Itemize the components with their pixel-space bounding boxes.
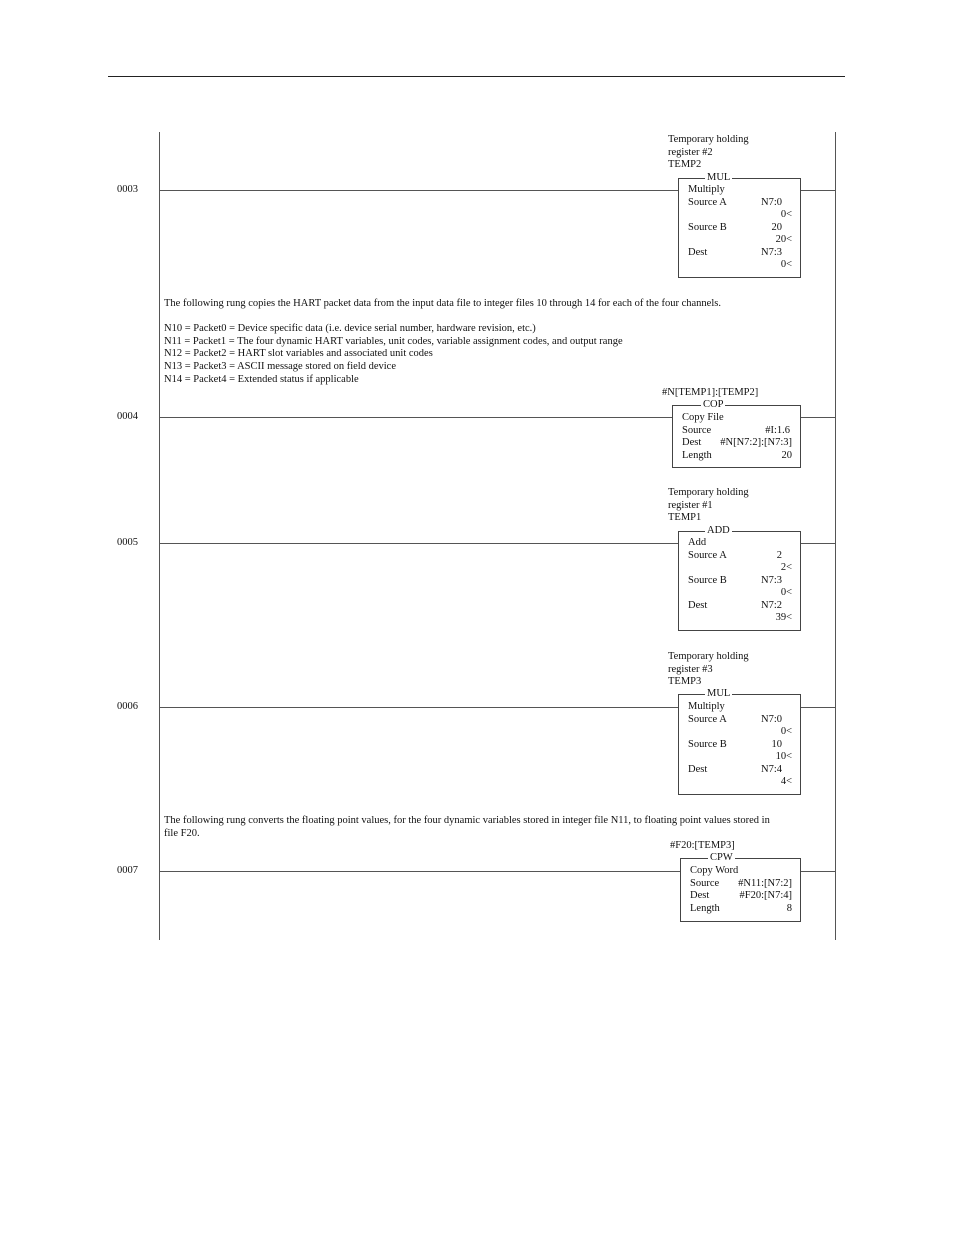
operand-label: Length: [690, 903, 720, 914]
rung-number-0003: 0003: [117, 184, 138, 195]
rung-0004-comment-line-1: The following rung copies the HART packet data from the input data file to integer files 10 through 14 for each of the four channels.: [164, 298, 721, 309]
rung-wire-0003-right: [800, 190, 835, 191]
operand-value: N7:3: [761, 575, 782, 586]
rung-wire-0005-right: [800, 543, 835, 544]
instruction-name: Multiply: [688, 701, 725, 712]
rung-wire-0003-left: [159, 190, 678, 191]
operand-live-value: 10<: [775, 751, 792, 762]
right-power-rail: [835, 132, 836, 940]
operand-live-value: 0<: [780, 259, 792, 270]
rung-0004-header-line-1: #N[TEMP1]:[TEMP2]: [662, 387, 759, 398]
operand-label: Source B: [688, 222, 727, 233]
operand-label: Length: [682, 450, 712, 461]
operand-live-value: 0<: [780, 726, 792, 737]
rung-number-0004: 0004: [117, 411, 138, 422]
operand-value: #F20:[N7:4]: [739, 890, 792, 901]
operand-value: N7:3: [761, 247, 782, 258]
rung-number-0005: 0005: [117, 537, 138, 548]
operand-label: Source: [690, 878, 720, 889]
operand-live-value: 20<: [775, 234, 792, 245]
operand-live-value: 0<: [780, 209, 792, 220]
operand-label: Source A: [688, 714, 727, 725]
instruction-mnemonic: CPW: [710, 852, 733, 863]
operand-live-value: 2<: [780, 562, 792, 573]
operand-value: N7:4: [761, 764, 782, 775]
instruction-name: Copy File: [682, 412, 724, 423]
rung-0004-comment-line-3: N10 = Packet0 = Device specific data (i.e. device serial number, hardware revision, etc.): [164, 323, 536, 334]
rung-wire-0004-left: [159, 417, 672, 418]
operand-live-value: 4<: [780, 776, 792, 787]
operand-label: Source B: [688, 575, 727, 586]
cop-instruction-block-0004[interactable]: [672, 399, 801, 468]
add-instruction-block-0005[interactable]: [678, 525, 801, 631]
operand-value: N7:0: [761, 197, 782, 208]
rung-0003-header-line-2: register #2: [668, 147, 713, 158]
operand-label: Source A: [688, 197, 727, 208]
rung-0006-header-line-3: TEMP3: [668, 676, 702, 687]
rung-0007-comment-line-2: file F20.: [164, 828, 200, 839]
operand-label: Dest: [688, 600, 708, 611]
rung-wire-0007-left: [159, 871, 680, 872]
operand-value: 10: [771, 739, 782, 750]
cpw-instruction-block-0007[interactable]: [680, 852, 801, 922]
instruction-mnemonic: MUL: [707, 688, 731, 699]
operand-value: N7:0: [761, 714, 782, 725]
rung-wire-0007-right: [800, 871, 835, 872]
mul-instruction-block-0003[interactable]: [678, 172, 801, 278]
instruction-mnemonic: MUL: [707, 172, 731, 183]
operand-live-value: 0<: [780, 587, 792, 598]
rung-0005-header-line-2: register #1: [668, 500, 713, 511]
instruction-name: Copy Word: [690, 865, 739, 876]
rung-0007-comment-line-1: The following rung converts the floating point values, for the four dynamic variables stored in integer file N11, to floating point values stored in: [164, 815, 770, 826]
instruction-name: Add: [688, 537, 707, 548]
operand-value: 20: [771, 222, 782, 233]
left-power-rail: [159, 132, 160, 940]
operand-label: Dest: [690, 890, 710, 901]
operand-label: Dest: [682, 437, 702, 448]
rung-0005-header-line-3: TEMP1: [668, 512, 702, 523]
operand-label: Source A: [688, 550, 727, 561]
operand-value: #N[N7:2]:[N7:3]: [720, 437, 792, 448]
operand-value: 8: [786, 903, 792, 914]
instruction-name: Multiply: [688, 184, 725, 195]
rung-number-0006: 0006: [117, 701, 138, 712]
operand-value: N7:2: [761, 600, 782, 611]
instruction-mnemonic: ADD: [707, 525, 730, 536]
rung-0004-comment-line-4: N11 = Packet1 = The four dynamic HART variables, unit codes, variable assignment codes, and output range: [164, 336, 623, 347]
operand-label: Source B: [688, 739, 727, 750]
operand-value: 2: [776, 550, 782, 561]
rung-0004-comment-line-6: N13 = Packet3 = ASCII message stored on field device: [164, 361, 396, 372]
rung-0004-comment-line-5: N12 = Packet2 = HART slot variables and associated unit codes: [164, 348, 433, 359]
operand-value: #I:1.6: [765, 425, 790, 436]
rung-wire-0004-right: [800, 417, 835, 418]
rung-0004-comment-line-7: N14 = Packet4 = Extended status if applicable: [164, 374, 359, 385]
operand-value: #N11:[N7:2]: [738, 878, 792, 889]
mul-instruction-block-0006[interactable]: [678, 688, 801, 795]
operand-label: Source: [682, 425, 712, 436]
instruction-mnemonic: COP: [703, 399, 724, 410]
rung-wire-0006-left: [159, 707, 678, 708]
rung-0007-header-line-1: #F20:[TEMP3]: [670, 840, 735, 851]
rung-0003-header-line-3: TEMP2: [668, 159, 702, 170]
page-header-rule: [108, 76, 845, 77]
rung-number-0007: 0007: [117, 865, 138, 876]
rung-wire-0006-right: [800, 707, 835, 708]
rung-wire-0005-left: [159, 543, 678, 544]
operand-live-value: 39<: [775, 612, 792, 623]
rung-0003-header-line-1: Temporary holding: [668, 134, 749, 145]
operand-label: Dest: [688, 764, 708, 775]
rung-0005-header-line-1: Temporary holding: [668, 487, 749, 498]
rung-0006-header-line-1: Temporary holding: [668, 651, 749, 662]
operand-label: Dest: [688, 247, 708, 258]
rung-0006-header-line-2: register #3: [668, 664, 713, 675]
operand-value: 20: [781, 450, 792, 461]
